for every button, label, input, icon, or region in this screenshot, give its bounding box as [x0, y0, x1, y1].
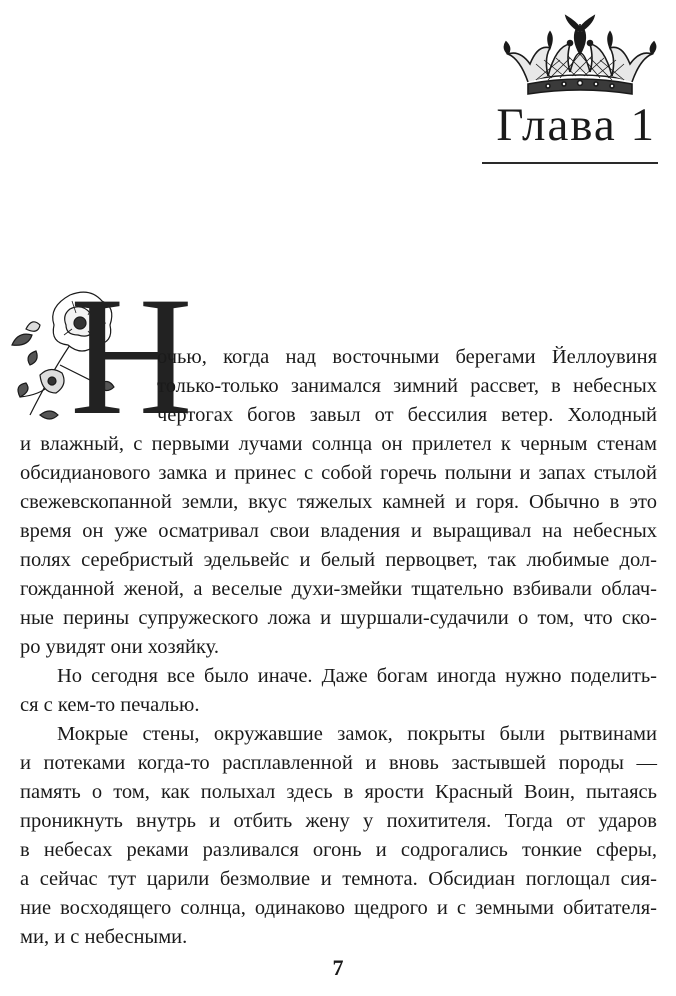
text-line: а сейчас тут царили безмолвие и темнота. Обсидиан поглощал сия-: [20, 868, 657, 890]
text-line: память о том, как полыхал здесь в ярости Красный Воин, пытаясь: [20, 781, 657, 803]
text-line: в небесах реками разливался огонь и содрогались тонкие сферы,: [20, 839, 657, 861]
chapter-title: Глава 1: [496, 99, 656, 151]
text-line: и влажный, с первыми лучами солнца он прилетел к черным стенам: [20, 433, 657, 455]
text-line: время он уже осматривал свои владения и выращивал на небесных: [20, 520, 657, 542]
drop-cap-letter: Н: [70, 262, 193, 450]
text-line: обсидианового замка и принес с собой горечь полыни и запах стылой: [20, 462, 657, 484]
text-line: гожданной женой, а веселые духи-змейки тщательно взбивали облач-: [20, 578, 657, 600]
text-line: чертогах богов завыл от бессилия ветер. Холодный: [157, 404, 657, 426]
text-line: ние восходящего солнца, одинаково щедрого и с земными обитателя-: [20, 897, 657, 919]
text-line: проникнуть внутрь и отбить жену у похитителя. Тогда от ударов: [20, 810, 657, 832]
text-line: ми, и с небесными.: [20, 926, 188, 948]
text-line: ся с кем-то печалью.: [20, 694, 200, 716]
text-line: и потеками когда-то расплавленной и вновь застывшей породы —: [20, 752, 657, 774]
chapter-divider: [482, 162, 658, 164]
text-line: очью, когда над восточными берегами Йеллоувиня: [157, 346, 657, 368]
crown-icon: [500, 14, 660, 100]
text-line: Но сегодня все было иначе. Даже богам иногда нужно поделить-: [57, 665, 657, 687]
text-line: свежевскопанной земли, вкус тяжелых камней и горя. Обычно в это: [20, 491, 657, 513]
text-line: ные перины супружеского ложа и шуршали-судачили о том, что ско-: [20, 607, 657, 629]
drop-cap: [10, 262, 193, 450]
text-line: ро увидят они хозяйку.: [20, 636, 219, 658]
text-line: полях серебристый эдельвейс и белый первоцвет, так любимые дол-: [20, 549, 657, 571]
text-line: только-только занимался зимний рассвет, в небесных: [157, 375, 657, 397]
page-number: 7: [332, 955, 344, 980]
text-line: Мокрые стены, окружавшие замок, покрыты были рытвинами: [57, 723, 657, 745]
